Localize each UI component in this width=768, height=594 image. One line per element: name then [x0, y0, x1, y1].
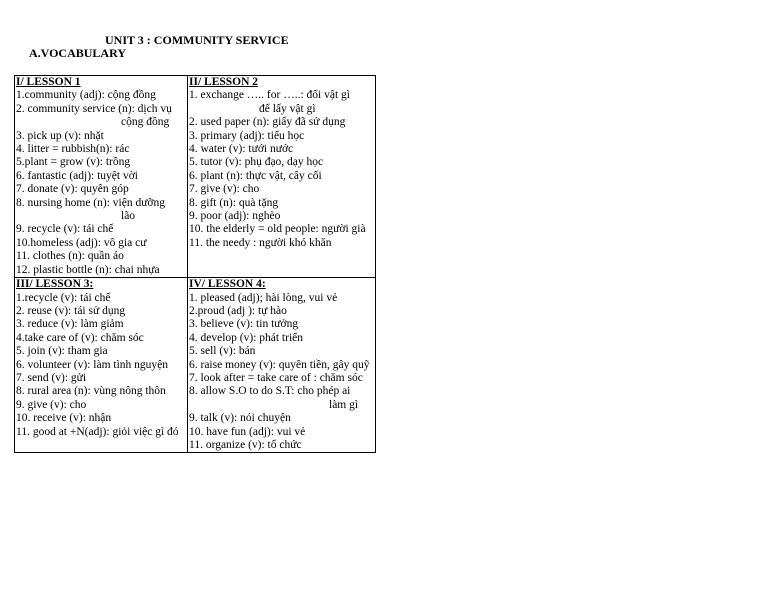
vocab-item: 4. water (v): tưới nước: [189, 143, 294, 156]
vocab-item: 10. the elderly = old people: người già: [189, 223, 366, 236]
vocab-item: 8. allow S.O to do S.T: cho phép ai: [189, 385, 351, 398]
vocab-item-continuation: cộng đồng: [121, 116, 170, 129]
vocab-item: 5. tutor (v): phụ đạo, dạy học: [189, 156, 324, 169]
vocab-item: 6. plant (n): thực vật, cây cối: [189, 169, 322, 182]
vocab-item: 4. develop (v): phát triển: [189, 331, 304, 344]
vocab-item: 5. join (v): tham gia: [16, 345, 108, 358]
vocab-item: 1.recycle (v): tái chế: [16, 291, 111, 304]
vocab-item: 9. talk (v): nói chuyện: [189, 412, 291, 425]
vocab-item: 3. reduce (v): làm giảm: [16, 318, 124, 331]
vocab-item: 7. send (v): gửi: [16, 371, 87, 384]
vocab-item: 8. gift (n): quà tặng: [189, 196, 279, 209]
lesson-1-cell: [15, 76, 188, 278]
vocab-item: 8. nursing home (n): viện dưỡng: [16, 196, 166, 209]
vocab-item-continuation: lão: [121, 210, 136, 223]
vocab-item: 2. used paper (n): giấy đã sử dụng: [189, 116, 346, 129]
vocab-item: 9. recycle (v): tái chế: [16, 223, 114, 236]
vocabulary-table: [14, 75, 376, 453]
vocab-item: 7. donate (v): quyên góp: [16, 183, 129, 196]
vocab-item: 1. exchange ….. for …..: đổi vật gì: [189, 89, 350, 102]
vocab-item: 11. the needy : người khó khăn: [189, 236, 332, 249]
vocab-item: 6. fantastic (adj): tuyệt vời: [16, 169, 139, 182]
vocab-item: 3. primary (adj): tiểu học: [189, 129, 305, 142]
lesson-4-cell: [188, 278, 376, 453]
lesson-heading: IV/ LESSON 4:: [189, 278, 266, 291]
vocab-item: 6. volunteer (v): làm tình nguyện: [16, 358, 169, 371]
vocab-item: 6. raise money (v): quyên tiền, gây quỹ: [189, 358, 370, 371]
vocab-item: 11. good at +N(adj): giỏi việc gì đó: [16, 425, 179, 438]
lesson-3-cell: [15, 278, 188, 453]
vocab-item: 3. believe (v): tin tưởng: [189, 318, 299, 331]
vocab-item: 11. organize (v): tổ chức: [189, 438, 302, 451]
vocab-item: 11. clothes (n): quần áo: [16, 250, 124, 263]
lesson-heading: I/ LESSON 1: [16, 76, 81, 88]
vocab-item: 4.take care of (v): chăm sóc: [16, 331, 144, 344]
table-row: [15, 76, 376, 278]
vocab-item: 3. pick up (v): nhặt: [16, 129, 104, 142]
lesson-heading: II/ LESSON 2: [189, 76, 259, 88]
lesson-2-cell: [188, 76, 376, 278]
vocab-item-continuation: làm gì: [329, 398, 359, 411]
unit-title: UNIT 3 : COMMUNITY SERVICE: [105, 33, 289, 47]
vocab-item: 4. litter = rubbish(n): rác: [16, 143, 130, 156]
vocab-item: 9. give (v): cho: [16, 398, 87, 411]
vocab-item: 12. plastic bottle (n): chai nhựa: [16, 263, 160, 276]
vocab-item: 1.community (adj): cộng đồng: [16, 89, 156, 102]
vocab-item: 1. pleased (adj); hài lòng, vui vẻ: [189, 291, 338, 304]
vocab-item: 10. have fun (adj): vui vẻ: [189, 425, 306, 438]
vocab-item: 10.homeless (adj): vô gia cư: [16, 236, 147, 249]
vocab-item: 8. rural area (n): vùng nông thôn: [16, 385, 166, 398]
vocab-item: 5.plant = grow (v): trồng: [16, 156, 131, 169]
lesson-heading: III/ LESSON 3:: [16, 278, 94, 291]
vocab-item: 2. community service (n): dịch vụ: [16, 102, 172, 115]
section-heading: A.VOCABULARY: [29, 46, 127, 60]
vocab-item: 7. look after = take care of : chăm sóc: [189, 371, 363, 384]
table-row: [15, 278, 376, 453]
vocab-item: 5. sell (v): bán: [189, 345, 256, 358]
vocab-item: 9. poor (adj): nghèo: [189, 210, 281, 223]
vocab-item: 2. reuse (v): tái sử dụng: [16, 304, 126, 317]
vocab-item: 7. give (v): cho: [189, 183, 260, 196]
vocab-item: 2.proud (adj ): tự hào: [189, 304, 287, 317]
vocab-item-continuation: để lấy vật gì: [259, 102, 316, 115]
vocab-item: 10. receive (v): nhận: [16, 412, 112, 425]
